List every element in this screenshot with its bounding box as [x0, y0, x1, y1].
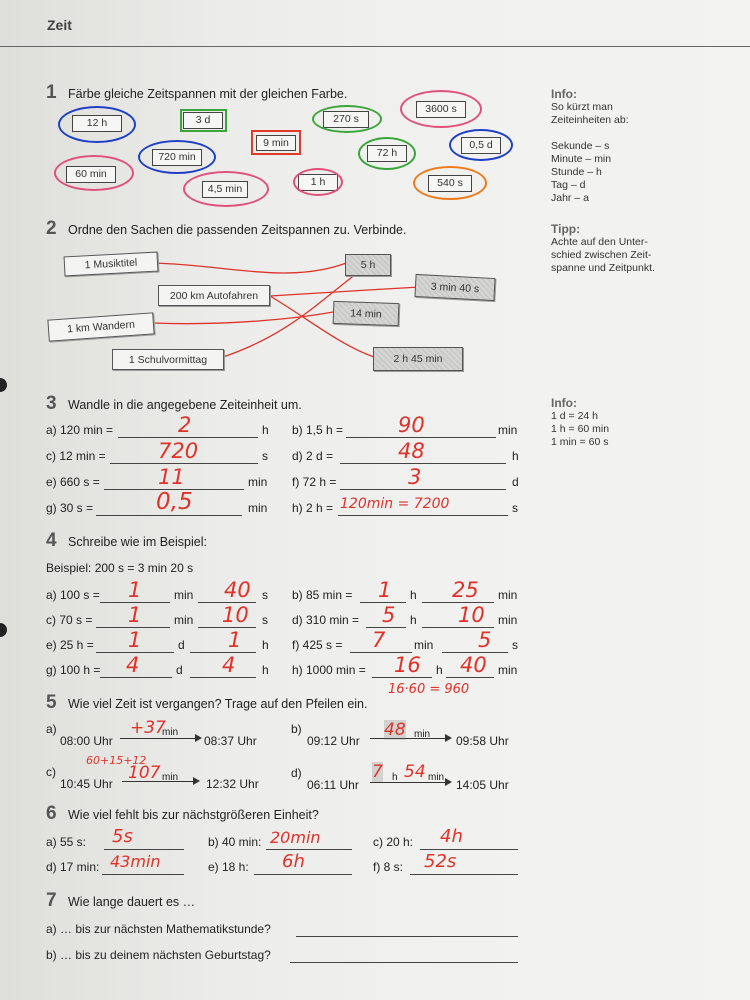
- task-number: 4: [46, 530, 57, 551]
- item-card-hike[interactable]: 1 km Wandern: [47, 312, 154, 341]
- tip-line: schied zwischen Zeit-: [551, 249, 652, 261]
- answer-line: [190, 677, 256, 678]
- task-number: 5: [46, 692, 57, 713]
- unit-label: min: [248, 475, 268, 489]
- handwritten-answer[interactable]: 2: [178, 413, 192, 437]
- unit-label: min: [414, 729, 431, 740]
- handwritten-answer[interactable]: 5: [382, 603, 396, 627]
- answer-line[interactable]: [290, 962, 518, 963]
- answer-line: [198, 627, 256, 628]
- unit-label: d: [512, 475, 519, 489]
- exercise-6b: b) 40 min:: [208, 835, 262, 849]
- info-line: 1 d = 24 h: [551, 410, 598, 422]
- unit-label: min: [162, 772, 179, 783]
- handwritten-answer[interactable]: 54: [404, 762, 426, 782]
- handwritten-answer[interactable]: 4: [126, 653, 140, 677]
- answer-line[interactable]: [296, 936, 518, 937]
- info-line: Tag – d: [551, 179, 586, 191]
- handwritten-answer[interactable]: 1: [128, 603, 142, 627]
- task-instruction: Wie lange dauert es …: [68, 895, 196, 909]
- answer-line: [372, 677, 432, 678]
- handwritten-answer[interactable]: 1: [128, 578, 142, 602]
- exercise-6e: e) 18 h:: [208, 860, 249, 874]
- handwritten-answer[interactable]: 40: [224, 578, 251, 602]
- answer-line: [266, 849, 352, 850]
- unit-label: min: [498, 613, 518, 627]
- exercise-4g: g) 100 h =: [46, 663, 101, 677]
- handwritten-answer[interactable]: 1: [378, 578, 392, 602]
- item-card-car-drive[interactable]: 200 km Autofahren: [158, 285, 270, 306]
- span-card-2h-45min[interactable]: 2 h 45 min: [373, 347, 463, 371]
- answer-line: [446, 677, 494, 678]
- time-span-4-5min[interactable]: 4,5 min: [202, 181, 248, 198]
- span-card-5h[interactable]: 5 h: [345, 254, 391, 276]
- info-line: 1 min = 60 s: [551, 436, 609, 448]
- unit-label: min: [174, 613, 194, 627]
- info-line: Jahr – a: [551, 192, 589, 204]
- task-number: 7: [46, 890, 57, 911]
- exercise-4b: b) 85 min =: [292, 588, 353, 602]
- unit-label: s: [262, 449, 268, 463]
- tip-line: spanne und Zeitpunkt.: [551, 262, 655, 274]
- arrow: [120, 738, 196, 739]
- exercise-5a-label: a): [46, 722, 57, 736]
- answer-line: [338, 515, 508, 516]
- unit-label: min: [174, 588, 194, 602]
- unit-label: min: [498, 663, 518, 677]
- task-number: 1: [46, 82, 57, 103]
- time-span-1h[interactable]: 1 h: [298, 174, 338, 191]
- unit-label: min: [248, 501, 268, 515]
- answer-line: [104, 849, 184, 850]
- handwritten-answer[interactable]: 10: [458, 603, 485, 627]
- handwritten-answer[interactable]: 107: [128, 763, 161, 783]
- exercise-3e: e) 660 s =: [46, 475, 100, 489]
- exercise-3b: b) 1,5 h =: [292, 423, 344, 437]
- unit-label: min: [414, 638, 434, 652]
- task-number: 2: [46, 218, 57, 239]
- unit-label: h: [262, 638, 269, 652]
- time-span-60min[interactable]: 60 min: [66, 166, 116, 183]
- span-card-3min-40s[interactable]: 3 min 40 s: [414, 274, 495, 301]
- task-instruction: Ordne den Sachen die passenden Zeitspannen zu. Verbinde.: [68, 223, 407, 237]
- info-line: 1 h = 60 min: [551, 423, 610, 435]
- task-number: 3: [46, 393, 57, 414]
- tip-line: Achte auf den Unter-: [551, 236, 648, 248]
- unit-label: d: [176, 663, 183, 677]
- handwritten-answer[interactable]: 6h: [282, 851, 305, 872]
- exercise-5c-label: c): [46, 765, 56, 779]
- unit-label: min: [498, 588, 518, 602]
- info-title: Info:: [551, 396, 577, 410]
- unit-label: s: [262, 613, 268, 627]
- answer-line: [346, 437, 496, 438]
- exercise-6d: d) 17 min:: [46, 860, 100, 874]
- arrow: [370, 738, 446, 739]
- task-instruction: Wie viel Zeit ist vergangen? Trage auf den Pfeilen ein.: [68, 697, 368, 711]
- end-time: 14:05 Uhr: [456, 778, 509, 792]
- time-span-3d[interactable]: 3 d: [183, 112, 223, 129]
- time-span-540s[interactable]: 540 s: [428, 175, 472, 192]
- handwritten-answer[interactable]: 25: [452, 578, 479, 602]
- time-span-270s[interactable]: 270 s: [323, 111, 369, 128]
- handwritten-answer[interactable]: 48: [398, 439, 425, 463]
- handwritten-answer[interactable]: 1: [128, 628, 142, 652]
- time-span-12h[interactable]: 12 h: [72, 115, 122, 132]
- unit-label: s: [262, 588, 268, 602]
- unit-label: h: [392, 772, 398, 783]
- start-time: 09:12 Uhr: [307, 734, 360, 748]
- handwritten-answer[interactable]: +37: [130, 718, 166, 738]
- time-span-0-5d[interactable]: 0,5 d: [461, 137, 501, 154]
- info-line: Zeiteinheiten ab:: [551, 114, 629, 126]
- time-span-720min[interactable]: 720 min: [152, 149, 202, 166]
- unit-label: s: [512, 501, 518, 515]
- handwritten-answer[interactable]: 20min: [270, 828, 321, 847]
- end-time: 09:58 Uhr: [456, 734, 509, 748]
- handwritten-answer[interactable]: 4: [222, 653, 236, 677]
- exercise-4h: h) 1000 min =: [292, 663, 366, 677]
- exercise-3c: c) 12 min =: [46, 449, 106, 463]
- task-instruction: Wandle in die angegebene Zeiteinheit um.: [68, 398, 302, 412]
- time-span-3600s[interactable]: 3600 s: [416, 101, 466, 118]
- unit-label: s: [512, 638, 518, 652]
- answer-line: [102, 874, 184, 875]
- handwritten-answer[interactable]: 0,5: [156, 489, 193, 515]
- task-number: 6: [46, 803, 57, 824]
- exercise-4f: f) 425 s =: [292, 638, 343, 652]
- time-span-9min[interactable]: 9 min: [256, 135, 296, 151]
- exercise-5b-label: b): [291, 722, 302, 736]
- unit-label: h: [262, 423, 269, 437]
- handwritten-answer[interactable]: 120min = 7200: [340, 496, 450, 512]
- unit-label: d: [178, 638, 185, 652]
- unit-label: min: [498, 423, 518, 437]
- unit-label: min: [428, 772, 445, 783]
- exercise-3f: f) 72 h =: [292, 475, 337, 489]
- handwritten-answer[interactable]: 7: [372, 628, 386, 652]
- task-instruction: Schreibe wie im Beispiel:: [68, 535, 207, 549]
- exercise-3g: g) 30 s =: [46, 501, 94, 515]
- task-instruction: Wie viel fehlt bis zur nächstgrößeren Einheit?: [68, 808, 319, 822]
- exercise-7a: a) … bis zur nächsten Mathematikstunde?: [46, 922, 271, 936]
- unit-label: h: [410, 588, 417, 602]
- handwritten-note: 16·60 = 960: [388, 682, 470, 697]
- answer-line: [410, 874, 518, 875]
- handwritten-note: 60+15+12: [86, 754, 147, 767]
- info-line: Minute – min: [551, 153, 612, 165]
- answer-line: [110, 463, 258, 464]
- tip-title: Tipp:: [551, 222, 581, 236]
- info-line: Sekunde – s: [551, 140, 610, 152]
- start-time: 06:11 Uhr: [307, 778, 359, 792]
- handwritten-answer[interactable]: 90: [398, 413, 425, 437]
- handwritten-answer[interactable]: 11: [158, 465, 185, 489]
- info-line: Stunde – h: [551, 166, 602, 178]
- exercise-4c: c) 70 s =: [46, 613, 93, 627]
- item-card-school-morning[interactable]: 1 Schulvormittag: [112, 349, 224, 370]
- exercise-5d-label: d): [291, 766, 302, 780]
- answer-line: [96, 515, 242, 516]
- start-time: 10:45 Uhr: [60, 777, 113, 791]
- answer-line: [254, 874, 352, 875]
- info-title: Info:: [551, 87, 577, 101]
- handwritten-answer[interactable]: 5: [478, 628, 492, 652]
- exercise-3h: h) 2 h =: [292, 501, 334, 515]
- exercise-3d: d) 2 d =: [292, 449, 334, 463]
- unit-label: h: [262, 663, 269, 677]
- end-time: 12:32 Uhr: [206, 777, 259, 791]
- unit-label: min: [162, 727, 179, 738]
- handwritten-answer[interactable]: 4h: [440, 826, 463, 847]
- exercise-6c: c) 20 h:: [373, 835, 414, 849]
- answer-line: [118, 437, 258, 438]
- handwritten-answer[interactable]: 720: [158, 439, 199, 463]
- unit-label: h: [436, 663, 443, 677]
- exercise-4e: e) 25 h =: [46, 638, 94, 652]
- exercise-4a: a) 100 s =: [46, 588, 100, 602]
- answer-line: [340, 489, 506, 490]
- handwritten-answer[interactable]: 48: [384, 720, 406, 740]
- unit-label: h: [512, 449, 519, 463]
- span-card-14min[interactable]: 14 min: [333, 301, 400, 326]
- handwritten-answer[interactable]: 40: [460, 653, 487, 677]
- exercise-6a: a) 55 s:: [46, 835, 87, 849]
- start-time: 08:00 Uhr: [60, 734, 113, 748]
- end-time: 08:37 Uhr: [204, 734, 257, 748]
- handwritten-answer[interactable]: 3: [408, 465, 422, 489]
- page-title: Zeit: [47, 17, 72, 33]
- task-instruction: Färbe gleiche Zeitspannen mit der gleichen Farbe.: [68, 87, 348, 101]
- answer-line: [420, 849, 518, 850]
- unit-label: h: [410, 613, 417, 627]
- handwritten-answer[interactable]: 5s: [112, 826, 133, 847]
- time-span-72h[interactable]: 72 h: [367, 145, 407, 162]
- item-card-music-title[interactable]: 1 Musiktitel: [64, 252, 159, 277]
- info-line: So kürzt man: [551, 101, 613, 113]
- exercise-3a: a) 120 min =: [46, 423, 114, 437]
- example-line: Beispiel: 200 s = 3 min 20 s: [46, 561, 194, 575]
- handwritten-answer[interactable]: 10: [222, 603, 249, 627]
- handwritten-answer[interactable]: 16: [394, 653, 421, 677]
- exercise-7b: b) … bis zu deinem nächsten Geburtstag?: [46, 948, 271, 962]
- answer-line: [340, 463, 506, 464]
- handwritten-answer[interactable]: 43min: [110, 852, 161, 871]
- handwritten-answer[interactable]: 7: [372, 762, 383, 782]
- handwritten-answer[interactable]: 52s: [424, 851, 457, 872]
- answer-line: [100, 677, 172, 678]
- handwritten-answer[interactable]: 1: [228, 628, 242, 652]
- exercise-6f: f) 8 s:: [373, 860, 404, 874]
- exercise-4d: d) 310 min =: [292, 613, 360, 627]
